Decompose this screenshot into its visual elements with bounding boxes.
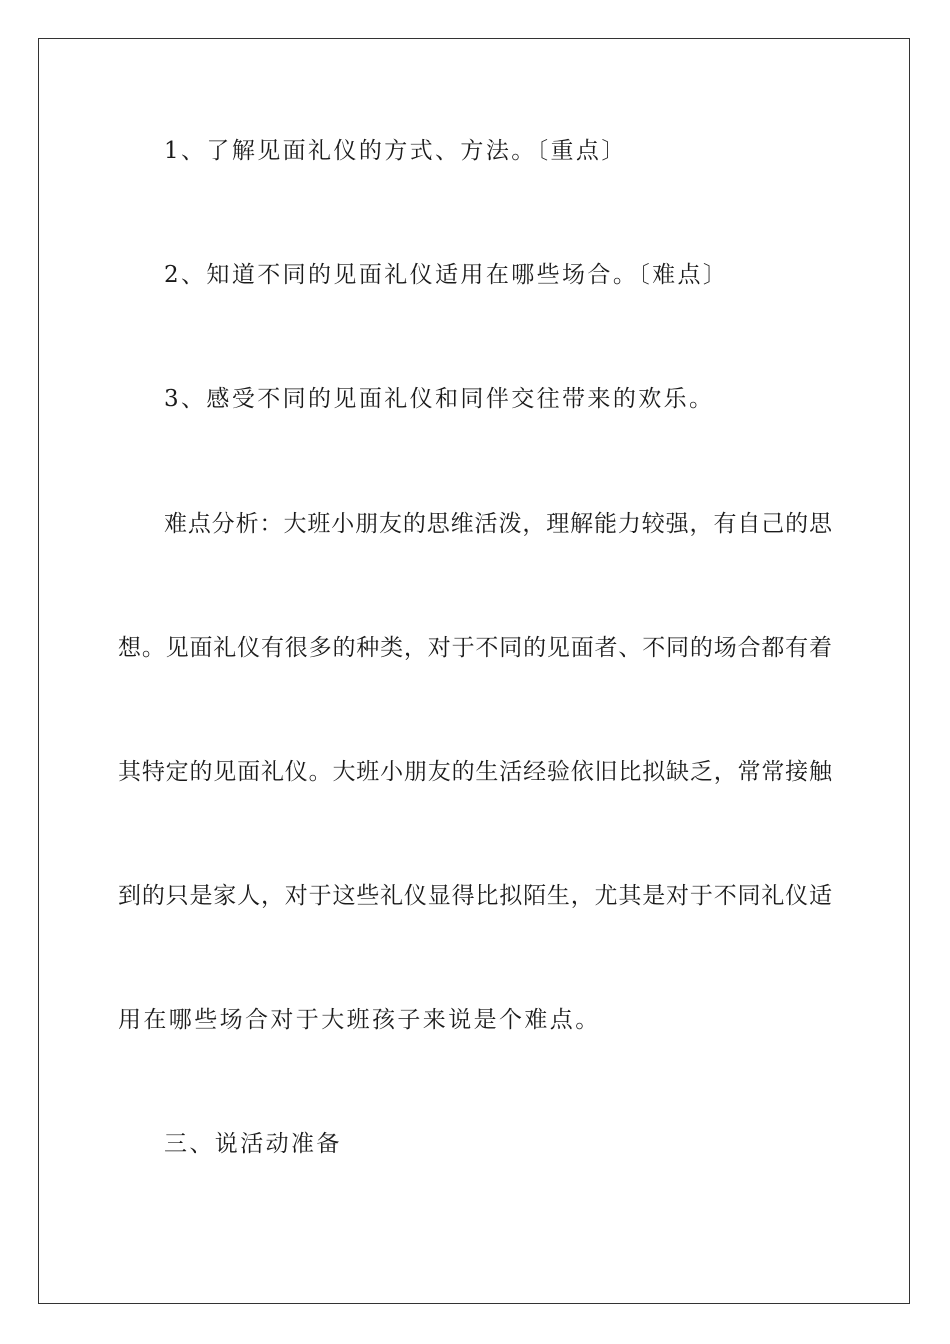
page-border <box>38 38 910 1304</box>
analysis-line-2: 想。见面礼仪有很多的种类，对于不同的见面者、不同的场合都有着 <box>118 635 832 661</box>
analysis-line-4: 到的只是家人，对于这些礼仪显得比拟陌生，尤其是对于不同礼仪适 <box>118 883 832 909</box>
section-heading: 三、说活动准备 <box>164 1131 342 1157</box>
objective-3: 3、感受不同的见面礼仪和同伴交往带来的欢乐。 <box>164 386 715 412</box>
analysis-line-1: 难点分析：大班小朋友的思维活泼，理解能力较强，有自己的思 <box>164 511 832 537</box>
objective-2: 2、知道不同的见面礼仪适用在哪些场合。〔难点〕 <box>164 262 729 288</box>
analysis-line-5: 用在哪些场合对于大班孩子来说是个难点。 <box>118 1007 601 1033</box>
analysis-line-3: 其特定的见面礼仪。大班小朋友的生活经验依旧比拟缺乏，常常接触 <box>118 759 832 785</box>
objective-1: 1、了解见面礼仪的方式、方法。〔重点〕 <box>164 138 627 164</box>
